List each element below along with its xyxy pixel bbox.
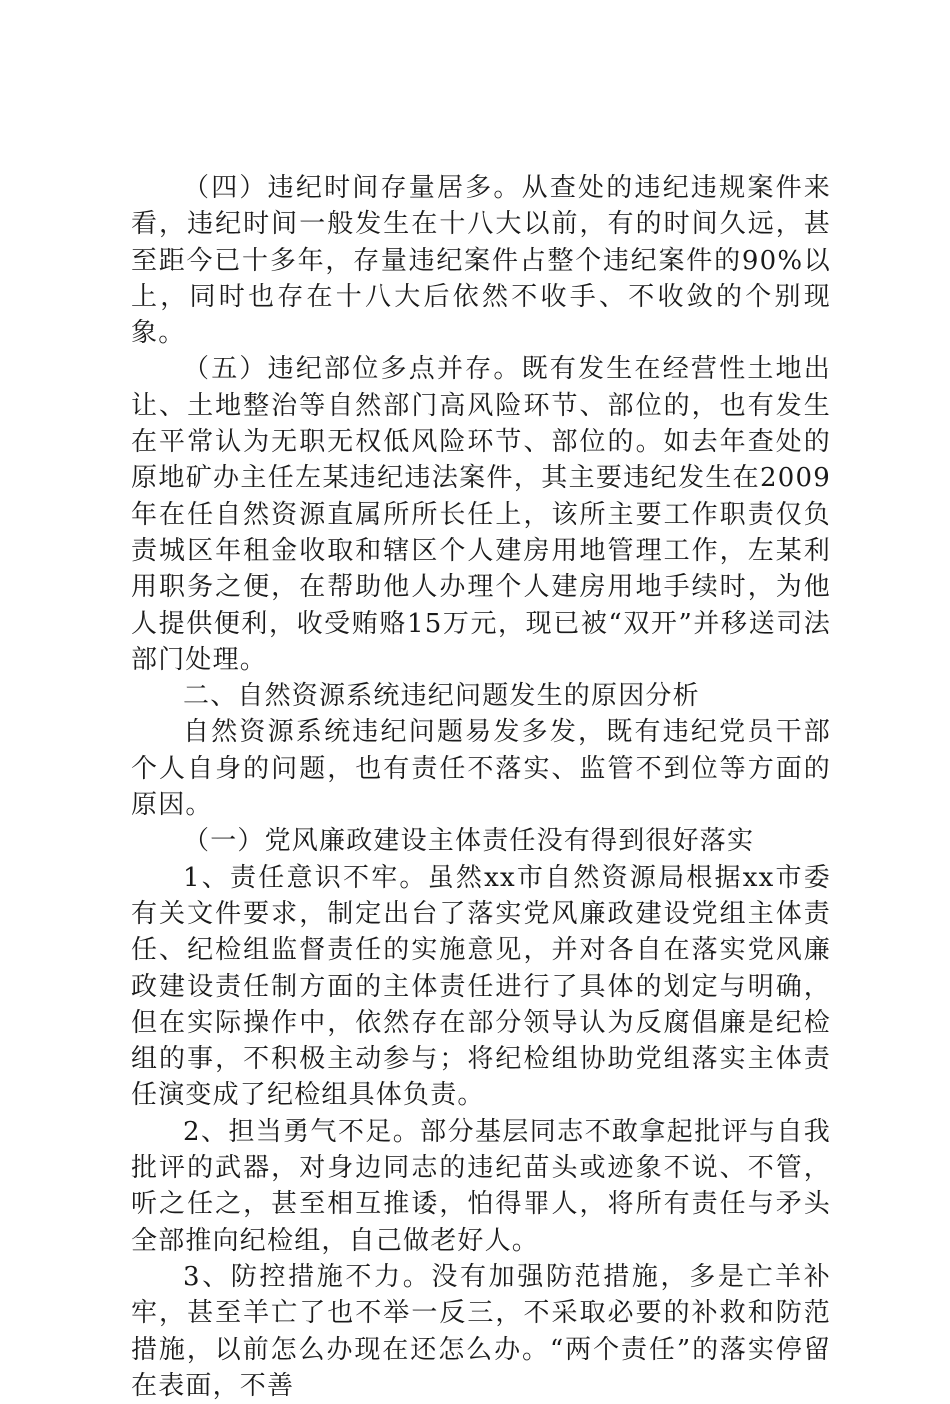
document-page bbox=[131, 170, 831, 1404]
paragraph-violation-time: （四）违纪时间存量居多。从查处的违纪违规案件来看，违纪时间一般发生在十八大以前，有的时间久远，甚至距今已十多年，存量违纪案件占整个违纪案件的90%以上，同时也存在十八大后依然不收手、不收敛的个别现象。 bbox=[131, 173, 831, 349]
paragraph-courage-lacking: 2、担当勇气不足。部分基层同志不敢拿起批评与自我批评的武器，对身边同志的违纪苗头或迹象不说、不管，听之任之，甚至相互推诿，怕得罪人，将所有责任与矛头全部推向纪检组，自己做老好人。 bbox=[131, 1116, 831, 1256]
paragraph-responsibility-awareness: 1、责任意识不牢。虽然xx市自然资源局根据xx市委有关文件要求，制定出台了落实党风廉政建设党组主体责任、纪检组监督责任的实施意见，并对各自在落实党风廉政建设责任制方面的主体责任进行了具体的划定与明确，但在实际操作中，依然存在部分领导认为反腐倡廉是纪检组的事，不积极主动参与；将纪检组协助党组落实主体责任演变成了纪检组具体负责。 bbox=[131, 862, 831, 1111]
paragraph-violation-locations: （五）违纪部位多点并存。既有发生在经营性土地出让、土地整治等自然部门高风险环节、部位的，也有发生在平常认为无职无权低风险环节、部位的。如去年查处的原地矿办主任左某违纪违法案件，其主要违纪发生在2009年在任自然资源直属所所长任上，该所主要工作职责仅负责城区年租金收取和辖区个人建房用地管理工作，左某利用职务之便，在帮助他人办理个人建房用地手续时，为他人提供便利，收受贿赂15万元，现已被“双开”并移送司法部门处理。 bbox=[131, 354, 831, 675]
paragraph-cause-intro: 自然资源系统违纪问题易发多发，既有违纪党员干部个人自身的问题，也有责任不落实、监管不到位等方面的原因。 bbox=[131, 717, 831, 821]
paragraph-prevention-weak: 3、防控措施不力。没有加强防范措施，多是亡羊补牢，甚至羊亡了也不举一反三，不采取必要的补救和防范措施，以前怎么办现在还怎么办。“两个责任”的落实停留在表面，不善 bbox=[131, 1261, 831, 1401]
section-heading-cause-analysis: 二、自然资源系统违纪问题发生的原因分析 bbox=[183, 681, 700, 712]
subheading-responsibility-not-implemented: （一）党风廉政建设主体责任没有得到很好落实 bbox=[183, 826, 755, 857]
